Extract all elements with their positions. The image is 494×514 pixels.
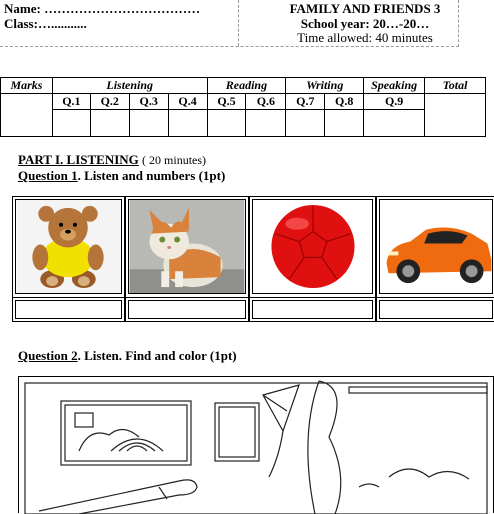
- listening-header: Listening: [52, 78, 207, 94]
- answer-box-3[interactable]: [252, 300, 373, 319]
- q8-header: Q.8: [325, 94, 364, 110]
- teddy-bear-picture: [15, 199, 122, 294]
- part1-title: PART I. LISTENING: [18, 152, 139, 167]
- divider: [126, 297, 248, 298]
- q2-header: Q.2: [90, 94, 129, 110]
- marks-header: Marks: [1, 78, 53, 94]
- header-divider: [238, 0, 239, 46]
- name-line[interactable]: Name: ………………………………: [4, 1, 201, 16]
- question1-label: Question 1: [18, 168, 78, 183]
- picture-cell-1: [12, 196, 125, 322]
- picture-cell-3: [249, 196, 376, 322]
- time-allowed: Time allowed: 40 minutes: [297, 30, 433, 45]
- question1-heading: [18, 168, 225, 184]
- q3-header: Q.3: [129, 94, 168, 110]
- part1-heading: [18, 152, 206, 168]
- school-year: School year: 20…-20…: [300, 16, 430, 31]
- score-cell[interactable]: [207, 110, 246, 137]
- speaking-header: Speaking: [364, 78, 425, 94]
- picture-grid: [12, 196, 494, 322]
- question2-label: Question 2: [18, 348, 78, 363]
- writing-header: Writing: [286, 78, 364, 94]
- answer-box-4[interactable]: [379, 300, 493, 319]
- question1-text: . Listen and numbers (1pt): [77, 168, 226, 183]
- book-title: FAMILY AND FRIENDS 3: [289, 1, 441, 16]
- question2-text: . Listen. Find and color (1pt): [77, 348, 237, 363]
- score-cell[interactable]: [325, 110, 364, 137]
- marks-table: [0, 77, 486, 137]
- red-ball-picture: [252, 199, 373, 294]
- cat-picture: [128, 199, 246, 294]
- part1-duration: ( 20 minutes): [142, 153, 207, 167]
- score-cell[interactable]: [90, 110, 129, 137]
- answer-box-2[interactable]: [128, 300, 246, 319]
- question2-heading: [18, 348, 237, 364]
- divider: [13, 297, 124, 298]
- score-cell[interactable]: [364, 110, 425, 137]
- q4-header: Q.4: [168, 94, 207, 110]
- answer-box-1[interactable]: [15, 300, 122, 319]
- q9-header: Q.9: [364, 94, 425, 110]
- score-cell[interactable]: [168, 110, 207, 137]
- picture-cell-4: [376, 196, 494, 322]
- total-header: Total: [425, 78, 486, 94]
- total-cell[interactable]: [425, 94, 486, 137]
- q5-header: Q.5: [207, 94, 246, 110]
- orange-car-picture: [379, 199, 493, 294]
- class-line[interactable]: Class:…...........: [4, 16, 87, 31]
- coloring-picture[interactable]: [18, 376, 494, 513]
- divider: [250, 297, 375, 298]
- picture-cell-2: [125, 196, 249, 322]
- divider: [377, 297, 494, 298]
- q7-header: Q.7: [286, 94, 325, 110]
- reading-header: Reading: [207, 78, 286, 94]
- score-cell[interactable]: [129, 110, 168, 137]
- score-cell[interactable]: [246, 110, 286, 137]
- marks-cell: [1, 94, 53, 137]
- score-cell[interactable]: [286, 110, 325, 137]
- q1-header: Q.1: [52, 94, 90, 110]
- q6-header: Q.6: [246, 94, 286, 110]
- score-cell[interactable]: [52, 110, 90, 137]
